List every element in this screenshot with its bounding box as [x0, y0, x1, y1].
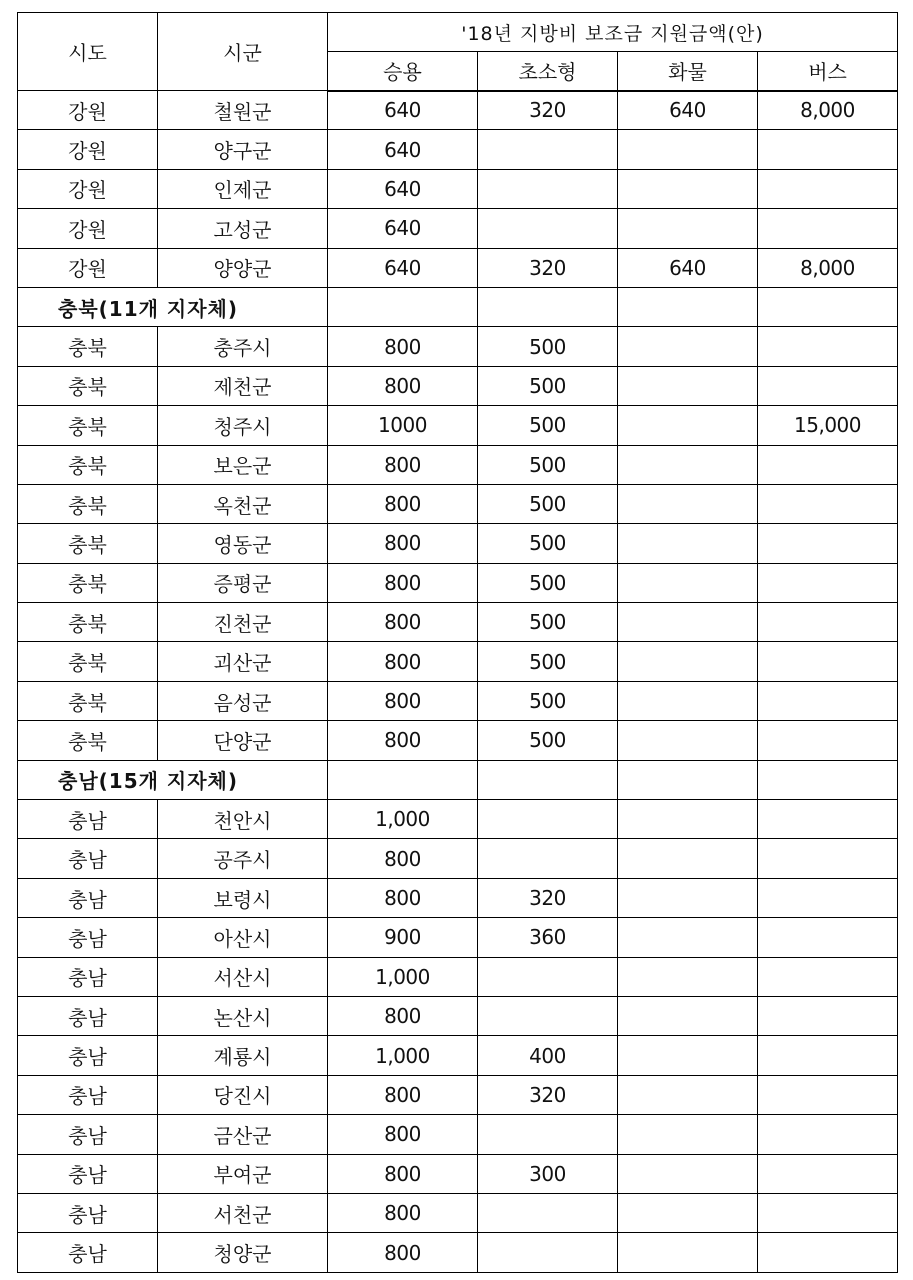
- value-bus: [758, 563, 898, 602]
- value-micro: 320: [478, 1075, 618, 1114]
- value-truck: [618, 1115, 758, 1154]
- cell-sigun: 진천군: [158, 603, 328, 642]
- value-bus: [758, 642, 898, 681]
- value-micro: [478, 169, 618, 208]
- table-row: [18, 996, 898, 1035]
- value-truck: [618, 484, 758, 523]
- cell-sido: 강원: [18, 248, 158, 287]
- value-truck: [618, 918, 758, 957]
- value-micro: [478, 1115, 618, 1154]
- cell-sido: 강원: [18, 209, 158, 248]
- table-row: [18, 248, 898, 287]
- value-truck: 640: [618, 91, 758, 130]
- cell-sido: 강원: [18, 91, 158, 130]
- table-row: [18, 878, 898, 917]
- value-micro: 500: [478, 484, 618, 523]
- value-micro: 500: [478, 681, 618, 720]
- table-row: [18, 91, 898, 130]
- value-micro: 320: [478, 91, 618, 130]
- cell-sido: 충남: [18, 996, 158, 1035]
- value-bus: [758, 839, 898, 878]
- cell-sido: 강원: [18, 169, 158, 208]
- cell-sido: 충남: [18, 918, 158, 957]
- value-truck: [618, 1154, 758, 1193]
- value-truck: [618, 563, 758, 602]
- value-micro: 500: [478, 642, 618, 681]
- value-micro: 300: [478, 1154, 618, 1193]
- empty-cell: [618, 287, 758, 326]
- value-micro: 320: [478, 248, 618, 287]
- cell-sigun: 아산시: [158, 918, 328, 957]
- table-row: [18, 800, 898, 839]
- empty-cell: [478, 760, 618, 799]
- value-truck: [618, 957, 758, 996]
- value-passenger: 800: [328, 327, 478, 366]
- cell-sido: 충북: [18, 484, 158, 523]
- value-bus: 8,000: [758, 248, 898, 287]
- value-bus: [758, 327, 898, 366]
- value-passenger: 800: [328, 721, 478, 760]
- subsidy-table: [17, 12, 898, 1273]
- table-row: [18, 681, 898, 720]
- value-truck: [618, 327, 758, 366]
- value-truck: [618, 366, 758, 405]
- cell-sigun: 금산군: [158, 1115, 328, 1154]
- value-truck: 640: [618, 248, 758, 287]
- cell-sigun: 제천군: [158, 366, 328, 405]
- cell-sido: 충북: [18, 681, 158, 720]
- value-passenger: 800: [328, 484, 478, 523]
- value-micro: 500: [478, 327, 618, 366]
- value-passenger: 800: [328, 603, 478, 642]
- table-row: [18, 1154, 898, 1193]
- value-bus: [758, 524, 898, 563]
- table-row: [18, 1193, 898, 1232]
- group-label: 충북(11개 지자체): [18, 287, 328, 326]
- table-row: [18, 563, 898, 602]
- table-body: [18, 91, 898, 1273]
- cell-sigun: 증평군: [158, 563, 328, 602]
- cell-sigun: 괴산군: [158, 642, 328, 681]
- value-truck: [618, 1193, 758, 1232]
- value-passenger: 800: [328, 1154, 478, 1193]
- value-micro: 500: [478, 603, 618, 642]
- value-truck: [618, 800, 758, 839]
- value-bus: [758, 957, 898, 996]
- value-bus: [758, 918, 898, 957]
- value-micro: 320: [478, 878, 618, 917]
- value-passenger: 800: [328, 563, 478, 602]
- table-row: [18, 603, 898, 642]
- value-micro: [478, 1193, 618, 1232]
- value-passenger: 1,000: [328, 1036, 478, 1075]
- value-truck: [618, 878, 758, 917]
- table-row: [18, 209, 898, 248]
- cell-sigun: 청주시: [158, 406, 328, 445]
- value-passenger: 640: [328, 91, 478, 130]
- group-row: [18, 760, 898, 799]
- value-passenger: 800: [328, 996, 478, 1035]
- value-bus: 15,000: [758, 406, 898, 445]
- value-bus: [758, 1193, 898, 1232]
- value-passenger: 800: [328, 681, 478, 720]
- value-truck: [618, 1036, 758, 1075]
- table-row: [18, 721, 898, 760]
- cell-sigun: 보령시: [158, 878, 328, 917]
- value-bus: [758, 878, 898, 917]
- cell-sigun: 양구군: [158, 130, 328, 169]
- value-micro: [478, 1233, 618, 1272]
- value-bus: [758, 800, 898, 839]
- cell-sigun: 철원군: [158, 91, 328, 130]
- cell-sido: 충북: [18, 563, 158, 602]
- value-micro: 500: [478, 721, 618, 760]
- value-truck: [618, 1075, 758, 1114]
- header-bus: 버스: [758, 52, 898, 91]
- value-bus: 8,000: [758, 91, 898, 130]
- cell-sigun: 서산시: [158, 957, 328, 996]
- header-micro: 초소형: [478, 52, 618, 91]
- value-bus: [758, 130, 898, 169]
- cell-sigun: 천안시: [158, 800, 328, 839]
- table-row: [18, 169, 898, 208]
- empty-cell: [758, 287, 898, 326]
- value-passenger: 800: [328, 1115, 478, 1154]
- value-passenger: 800: [328, 642, 478, 681]
- cell-sido: 충북: [18, 524, 158, 563]
- value-bus: [758, 1115, 898, 1154]
- cell-sido: 충북: [18, 445, 158, 484]
- value-truck: [618, 839, 758, 878]
- cell-sido: 충북: [18, 721, 158, 760]
- cell-sigun: 충주시: [158, 327, 328, 366]
- cell-sido: 충남: [18, 957, 158, 996]
- value-passenger: 800: [328, 839, 478, 878]
- value-bus: [758, 996, 898, 1035]
- cell-sido: 충남: [18, 1233, 158, 1272]
- cell-sido: 충남: [18, 839, 158, 878]
- value-micro: [478, 839, 618, 878]
- value-truck: [618, 1233, 758, 1272]
- value-passenger: 640: [328, 209, 478, 248]
- table-row: [18, 445, 898, 484]
- value-micro: [478, 996, 618, 1035]
- cell-sido: 충남: [18, 1154, 158, 1193]
- empty-cell: [618, 760, 758, 799]
- value-passenger: 640: [328, 130, 478, 169]
- group-label: 충남(15개 지자체): [18, 760, 328, 799]
- cell-sigun: 양양군: [158, 248, 328, 287]
- cell-sigun: 고성군: [158, 209, 328, 248]
- table-row: [18, 839, 898, 878]
- empty-cell: [328, 287, 478, 326]
- cell-sido: 충북: [18, 642, 158, 681]
- header-passenger: 승용: [328, 52, 478, 91]
- value-passenger: 1000: [328, 406, 478, 445]
- value-passenger: 800: [328, 878, 478, 917]
- table-row: [18, 1115, 898, 1154]
- cell-sigun: 보은군: [158, 445, 328, 484]
- value-bus: [758, 1233, 898, 1272]
- table-row: [18, 327, 898, 366]
- value-truck: [618, 603, 758, 642]
- cell-sigun: 부여군: [158, 1154, 328, 1193]
- value-bus: [758, 209, 898, 248]
- table-row: [18, 484, 898, 523]
- table-row: [18, 957, 898, 996]
- value-truck: [618, 209, 758, 248]
- table-row: [18, 1036, 898, 1075]
- header-truck: 화물: [618, 52, 758, 91]
- value-truck: [618, 445, 758, 484]
- cell-sido: 충남: [18, 1075, 158, 1114]
- value-truck: [618, 681, 758, 720]
- value-truck: [618, 996, 758, 1035]
- table-row: [18, 918, 898, 957]
- cell-sigun: 인제군: [158, 169, 328, 208]
- value-micro: 500: [478, 366, 618, 405]
- header-subsidy-title: '18년 지방비 보조금 지원금액(안): [328, 13, 898, 52]
- value-micro: 500: [478, 406, 618, 445]
- cell-sigun: 청양군: [158, 1233, 328, 1272]
- value-bus: [758, 1075, 898, 1114]
- value-micro: 360: [478, 918, 618, 957]
- table-row: [18, 1233, 898, 1272]
- value-passenger: 640: [328, 248, 478, 287]
- value-micro: [478, 209, 618, 248]
- cell-sigun: 서천군: [158, 1193, 328, 1232]
- value-passenger: 800: [328, 445, 478, 484]
- cell-sigun: 계룡시: [158, 1036, 328, 1075]
- value-micro: 500: [478, 563, 618, 602]
- value-micro: 500: [478, 524, 618, 563]
- cell-sigun: 논산시: [158, 996, 328, 1035]
- value-passenger: 800: [328, 366, 478, 405]
- value-truck: [618, 406, 758, 445]
- value-micro: 500: [478, 445, 618, 484]
- cell-sido: 충북: [18, 603, 158, 642]
- value-passenger: 800: [328, 1233, 478, 1272]
- cell-sido: 충남: [18, 1193, 158, 1232]
- value-truck: [618, 169, 758, 208]
- table-header: [18, 13, 898, 91]
- value-micro: [478, 130, 618, 169]
- empty-cell: [758, 760, 898, 799]
- value-passenger: 1,000: [328, 800, 478, 839]
- value-bus: [758, 603, 898, 642]
- value-passenger: 900: [328, 918, 478, 957]
- value-micro: [478, 800, 618, 839]
- cell-sido: 충북: [18, 406, 158, 445]
- value-bus: [758, 445, 898, 484]
- value-bus: [758, 366, 898, 405]
- cell-sido: 충남: [18, 800, 158, 839]
- table-row: [18, 524, 898, 563]
- value-micro: [478, 957, 618, 996]
- cell-sigun: 음성군: [158, 681, 328, 720]
- value-truck: [618, 642, 758, 681]
- value-bus: [758, 484, 898, 523]
- value-bus: [758, 1036, 898, 1075]
- table-row: [18, 1075, 898, 1114]
- header-sido: 시도: [18, 13, 158, 91]
- table-row: [18, 366, 898, 405]
- empty-cell: [478, 287, 618, 326]
- value-micro: 400: [478, 1036, 618, 1075]
- cell-sido: 충남: [18, 878, 158, 917]
- cell-sido: 충북: [18, 366, 158, 405]
- empty-cell: [328, 760, 478, 799]
- cell-sido: 강원: [18, 130, 158, 169]
- cell-sido: 충북: [18, 327, 158, 366]
- value-passenger: 800: [328, 524, 478, 563]
- value-truck: [618, 721, 758, 760]
- value-passenger: 800: [328, 1075, 478, 1114]
- value-truck: [618, 130, 758, 169]
- value-bus: [758, 169, 898, 208]
- value-passenger: 640: [328, 169, 478, 208]
- cell-sigun: 옥천군: [158, 484, 328, 523]
- group-row: [18, 287, 898, 326]
- cell-sigun: 영동군: [158, 524, 328, 563]
- cell-sido: 충남: [18, 1115, 158, 1154]
- cell-sido: 충남: [18, 1036, 158, 1075]
- value-bus: [758, 721, 898, 760]
- value-passenger: 1,000: [328, 957, 478, 996]
- header-sigun: 시군: [158, 13, 328, 91]
- table-row: [18, 406, 898, 445]
- table-row: [18, 642, 898, 681]
- cell-sigun: 당진시: [158, 1075, 328, 1114]
- value-bus: [758, 1154, 898, 1193]
- cell-sigun: 단양군: [158, 721, 328, 760]
- value-bus: [758, 681, 898, 720]
- table-row: [18, 130, 898, 169]
- value-truck: [618, 524, 758, 563]
- cell-sigun: 공주시: [158, 839, 328, 878]
- value-passenger: 800: [328, 1193, 478, 1232]
